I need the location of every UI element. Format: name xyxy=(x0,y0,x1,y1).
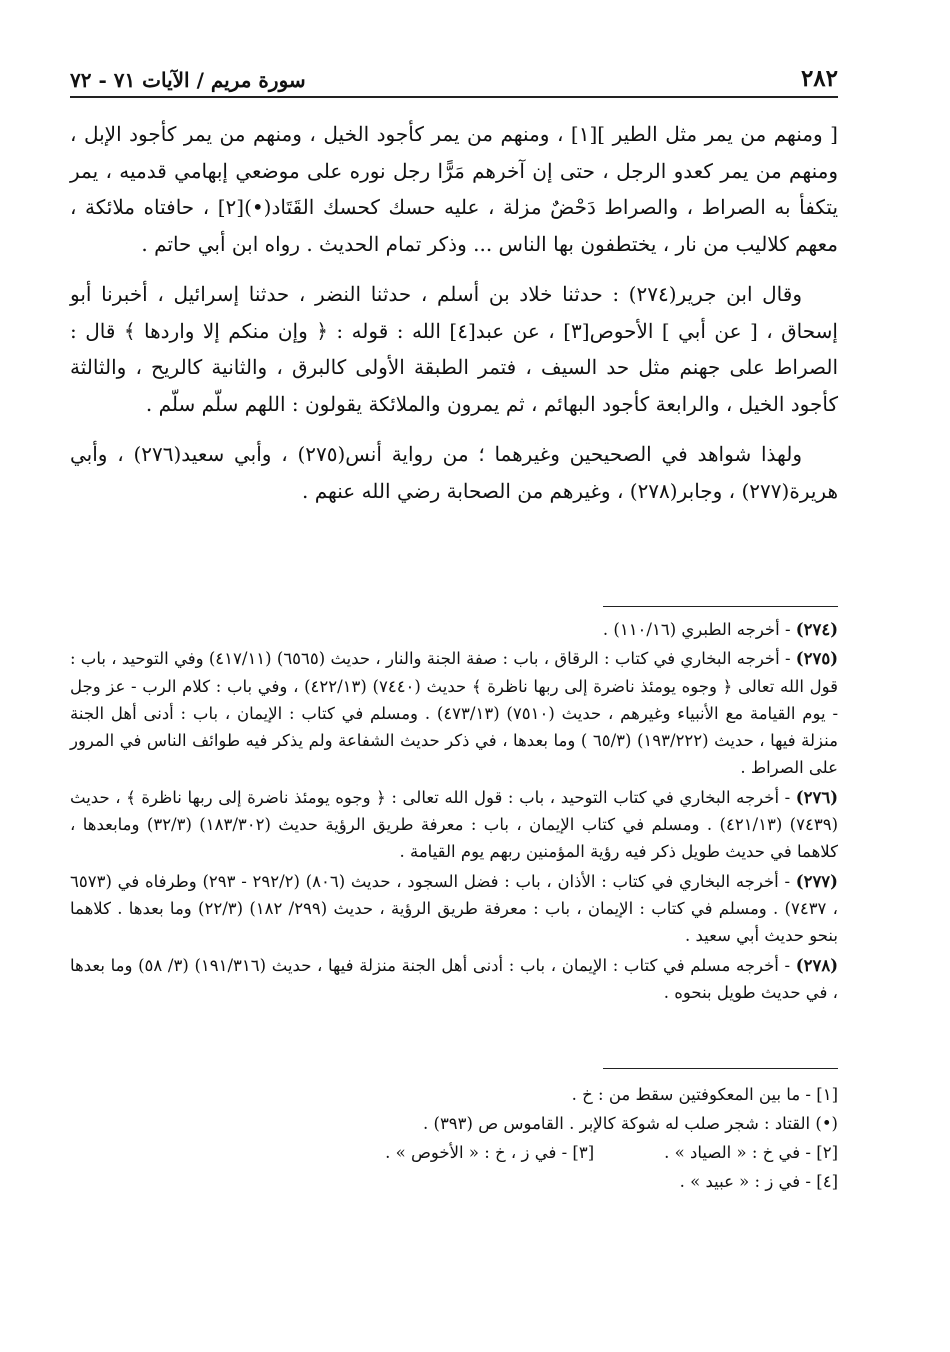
footnote-text: - أخرجه البخاري في كتاب التوحيد ، باب : قول الله تعالى : ﴿ وجوه يومئذ ناضرة إلى ربها ناظرة ﴾ ، حديث (٧٤٣٩) (٤٢١/١٣) . ومسلم في كتاب الإيمان ، باب : معرفة طريق الرؤية حديث (١٨٣/٣٠٢) (٣٢/٣) ومابعدها ، كلاهما في حديث طويل ذكر فيه رؤية المؤمنين ربهم يوم القيامة . xyxy=(70,787,838,862)
footnote-number: (٢٧٤) xyxy=(795,620,838,639)
variant-note: [١] - ما بين المعكوفتين سقط من : خ . xyxy=(571,1085,838,1104)
paragraph: ولهذا شواهد في الصحيحين وغيرهما ؛ من رواية أنس(٢٧٥) ، وأبي سعيد(٢٧٦) ، وأبي هريرة(٢٧٧) ، وجابر(٢٧٨) ، وغيرهم من الصحابة رضي الله عنهم . xyxy=(70,442,838,503)
footnote-number: (٢٧٥) xyxy=(795,649,839,669)
page-number: ٢٨٢ xyxy=(800,65,838,92)
paragraph: وقال ابن جرير(٢٧٤) : حدثنا خلاد بن أسلم ، حدثنا النضر ، حدثنا إسرائيل ، أخبرنا أبو إسحاق ، [ عن أبي ] الأحوص[٣] ، عن عبد[٤] الله : قوله : ﴿ وإن منكم إلا واردها ﴾ قال : الصراط على جهنم مثل حد السيف ، فتمر الطبقة الأولى كالبرق ، والثانية كالريح ، والثالثة كأجود الخيل ، والرابعة كأجود البهائم ، ثم يمرون والملائكة يقولون : اللهم سلّم سلّم . xyxy=(70,282,838,416)
footnote-number: (٢٧٧) xyxy=(795,871,838,891)
variant-line xyxy=(70,1109,838,1138)
page-header xyxy=(70,58,838,98)
footnote-text: - أخرجه الطبري (١١٠/١٦) . xyxy=(602,620,796,639)
footnote xyxy=(70,784,838,866)
variant-note: [٢] - في خ : « الصياد » . xyxy=(664,1143,838,1162)
main-text xyxy=(70,116,838,523)
variant-note: (•) القتاد : شجر صلب له شوكة كالإبر . القاموس ص (٣٩٣) . xyxy=(423,1114,838,1133)
variant-note: [٣] - في ز ، خ : « الأخوص » . xyxy=(385,1143,595,1162)
footnote-text: - أخرجه مسلم في كتاب : الإيمان ، باب : أدنى أهل الجنة منزلة فيها ، حديث (١٩١/٣١٦) (٣/ ٥٨) وما بعدها ، في حديث طويل بنحوه . xyxy=(70,955,838,1002)
variant-note: [٤] - في ز : « عبيد » . xyxy=(679,1172,838,1191)
variant-line xyxy=(70,1080,838,1109)
footnote-text: - أخرجه البخاري في كتاب : الأذان ، باب : فضل السجود ، حديث (٨٠٦) (٢٩٢/٢ - ٢٩٣) وطرفاه في (٦٥٧٣ ، ٧٤٣٧) . ومسلم في كتاب : الإيمان ، باب : معرفة طريق الرؤية ، حديث (٢٩٩/ ١٨٢) (٢٢/٣) وما بعدها . كلاهما بنحو حديث أبي سعيد . xyxy=(70,871,839,946)
variants-divider xyxy=(603,1068,838,1069)
variant-line xyxy=(70,1138,838,1167)
running-title: سورة مريم / الآيات ٧١ - ٧٢ xyxy=(70,68,306,92)
footnote-number: (٢٧٨) xyxy=(795,955,838,975)
footnotes xyxy=(70,616,838,1008)
footnote xyxy=(70,952,838,1007)
footnote-text: - أخرجه البخاري في كتاب : الرقاق ، باب : صفة الجنة والنار ، حديث (٦٥٦٥) (٤١٧/١١) وفي التوحيد ، باب : قول الله تعالى ﴿ وجوه يومئذ ناضرة إلى ربها ناظرة ﴾ حديث (٧٤٤٠) (٤٢٢/١٣) ، وفي باب : كلام الرب - عز وجل - يوم القيامة مع الأنبياء وغيرهم ، حديث (٧٥١٠) (٤٧٣/١٣) . ومسلم في كتاب : الإيمان ، باب : أدنى أهل الجنة منزلة فيها ، حديث (١٩٣/٢٢٢) (٦٥/٣ ) وما بعدها ، في ذكر حديث الشفاعة ولم يذكر فيه طوائف الناس في المرور على الصراط . xyxy=(70,649,839,778)
variant-line xyxy=(70,1167,838,1196)
footnote xyxy=(70,616,838,643)
footnote xyxy=(70,645,838,781)
manuscript-variants xyxy=(70,1080,838,1196)
footnote-number: (٢٧٦) xyxy=(795,787,838,807)
paragraph: [ ومنهم من يمر مثل الطير ][١] ، ومنهم من يمر كأجود الخيل ، ومنهم من يمر كأجود الإبل ، ومنهم من يمر كعدو الرجل ، حتى إن آخرهم مَرًّا رجل نوره على موضعي إبهامي قدميه ، يمر يتكفأ به الصراط ، والصراط دَحْضٌ مزلة ، عليه حسك كحسك القَتَاد(•)[٢] ، حافتاه ملائكة ، معهم كلاليب من نار ، يختطفون بها الناس ... وذكر تمام الحديث . رواه ابن أبي حاتم . xyxy=(70,122,839,256)
footnote xyxy=(70,868,838,950)
footnote-divider xyxy=(603,606,838,607)
